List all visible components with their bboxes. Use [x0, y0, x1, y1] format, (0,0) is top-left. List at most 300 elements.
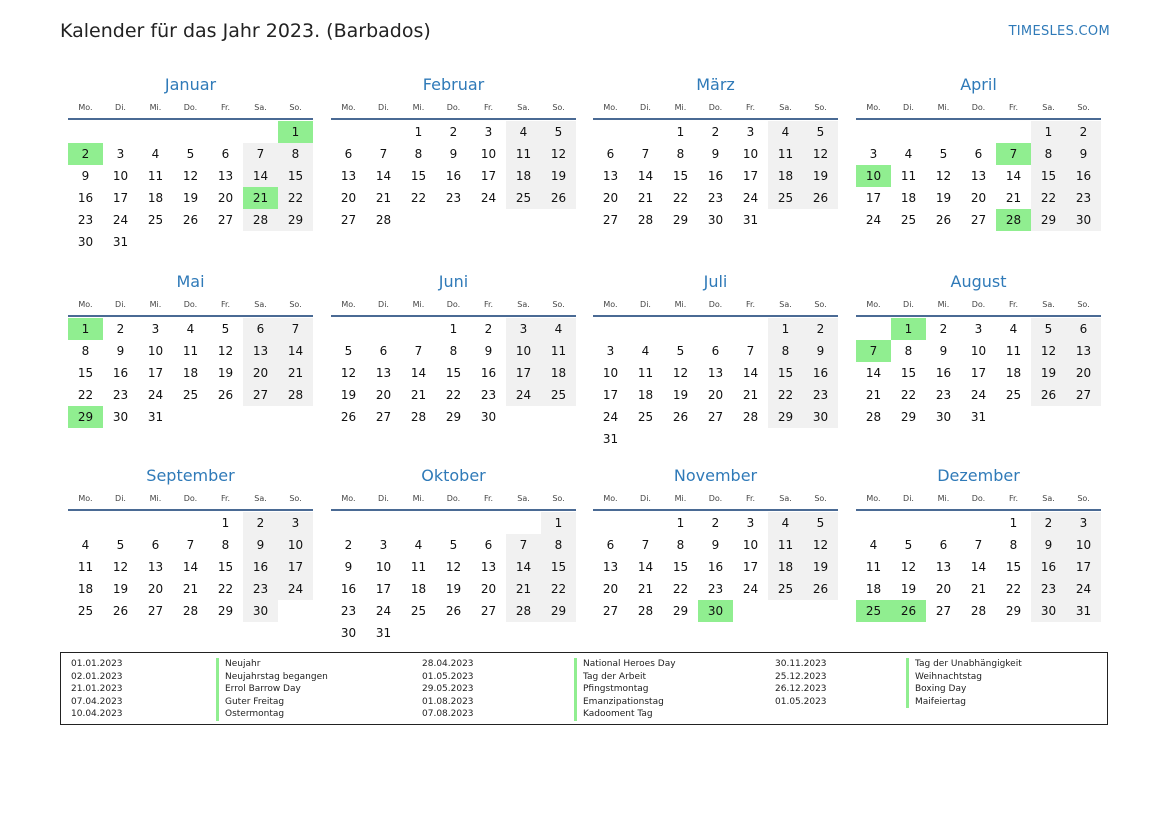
day-cell: 16	[445, 169, 462, 183]
legend-date: 01.08.2023	[422, 696, 474, 707]
day-cell: 27	[147, 604, 164, 618]
weekday-label: So.	[814, 102, 827, 112]
day-cell: 25	[182, 388, 199, 402]
day-cell: 1	[1009, 516, 1018, 530]
day-cell: 16	[112, 366, 129, 380]
day-cell: 5	[803, 512, 838, 534]
day-cell: 21	[637, 582, 654, 596]
empty-day-cell	[733, 428, 768, 450]
weekday-header	[856, 295, 1101, 313]
day-cell: 10	[506, 340, 541, 362]
weekday-label: Sa.	[1042, 102, 1055, 112]
weekday-label: Sa.	[779, 493, 792, 503]
day-cell: 17	[742, 169, 759, 183]
empty-day-cell	[506, 622, 541, 644]
day-cell: 19	[340, 388, 357, 402]
day-cell: 12	[900, 560, 917, 574]
legend-date: 30.11.2023	[775, 659, 827, 669]
month-weeks	[68, 121, 313, 253]
weekday-label: Fr.	[483, 493, 494, 503]
day-cell: 13	[375, 366, 392, 380]
day-cell: 28	[410, 410, 427, 424]
weekday-label: Do.	[446, 299, 461, 309]
weekday-label: Mo.	[866, 299, 881, 309]
day-cell: 6	[1066, 318, 1101, 340]
legend-holiday-name: Guter Freitag	[216, 696, 284, 709]
legend-holiday-name: National Heroes Day	[574, 658, 676, 671]
weekday-label: Di.	[115, 102, 126, 112]
empty-day-cell	[1031, 406, 1066, 428]
week-row	[856, 384, 1101, 406]
week-row	[68, 121, 313, 143]
day-cell: 21	[375, 191, 392, 205]
empty-day-cell	[593, 121, 628, 143]
day-cell: 6	[711, 344, 720, 358]
day-cell: 30	[77, 235, 94, 249]
day-cell: 29	[768, 406, 803, 428]
day-cell: 15	[278, 165, 313, 187]
day-cell: 24	[480, 191, 497, 205]
day-cell: 18	[865, 582, 882, 596]
day-cell: 10	[375, 560, 392, 574]
month-name: August	[950, 272, 1007, 291]
day-cell: 3	[151, 322, 160, 336]
day-cell: 7	[243, 143, 278, 165]
weekday-label: Di.	[640, 493, 651, 503]
day-cell: 2	[1066, 121, 1101, 143]
day-cell: 11	[637, 366, 654, 380]
day-cell: 4	[186, 322, 195, 336]
empty-day-cell	[856, 512, 891, 534]
day-cell: 3	[116, 147, 125, 161]
week-row	[331, 362, 576, 384]
week-row	[593, 121, 838, 143]
day-cell: 27	[1066, 384, 1101, 406]
holiday-day-cell: 1	[891, 318, 926, 340]
day-cell: 28	[637, 604, 654, 618]
day-cell: 10	[278, 534, 313, 556]
day-cell: 14	[637, 169, 654, 183]
week-row	[68, 340, 313, 362]
weekday-label: Mo.	[78, 299, 93, 309]
empty-day-cell	[768, 600, 803, 622]
day-cell: 13	[1066, 340, 1101, 362]
day-cell: 13	[340, 169, 357, 183]
weekday-header	[856, 98, 1101, 116]
day-cell: 9	[81, 169, 90, 183]
week-row	[68, 600, 313, 622]
day-cell: 4	[768, 121, 803, 143]
month-weeks	[856, 121, 1101, 231]
month-divider	[856, 509, 1101, 511]
day-cell: 12	[935, 169, 952, 183]
empty-day-cell	[471, 622, 506, 644]
weekday-label: Di.	[903, 493, 914, 503]
day-cell: 19	[803, 165, 838, 187]
day-cell: 5	[939, 147, 948, 161]
day-cell: 22	[410, 191, 427, 205]
legend-date: 10.04.2023	[71, 709, 123, 719]
day-cell: 23	[243, 578, 278, 600]
day-cell: 27	[480, 604, 497, 618]
day-cell: 10	[112, 169, 129, 183]
day-cell: 21	[182, 582, 199, 596]
empty-day-cell	[506, 512, 541, 534]
day-cell: 24	[865, 213, 882, 227]
day-cell: 9	[1066, 143, 1101, 165]
day-cell: 12	[340, 366, 357, 380]
day-cell: 6	[221, 147, 230, 161]
legend-date: 25.12.2023	[775, 671, 827, 682]
day-cell: 29	[541, 600, 576, 622]
day-cell: 15	[1005, 560, 1022, 574]
day-cell: 30	[243, 600, 278, 622]
day-cell: 20	[243, 362, 278, 384]
day-cell: 22	[1005, 582, 1022, 596]
week-row	[856, 406, 1101, 428]
day-cell: 14	[742, 366, 759, 380]
weekday-label: Do.	[971, 493, 986, 503]
day-cell: 27	[602, 604, 619, 618]
empty-day-cell	[278, 600, 313, 622]
weekday-label: Di.	[640, 102, 651, 112]
day-cell: 6	[974, 147, 983, 161]
week-row	[331, 209, 576, 231]
empty-day-cell	[366, 318, 401, 340]
day-cell: 7	[278, 318, 313, 340]
week-row	[331, 556, 576, 578]
weekday-label: So.	[814, 493, 827, 503]
page-title: Kalender für das Jahr 2023. (Barbados)	[60, 20, 431, 42]
week-row	[68, 406, 313, 428]
day-cell: 4	[81, 538, 90, 552]
day-cell: 1	[221, 516, 230, 530]
day-cell: 22	[672, 191, 689, 205]
week-row	[856, 143, 1101, 165]
empty-day-cell	[243, 406, 278, 428]
day-cell: 31	[375, 626, 392, 640]
empty-day-cell	[593, 512, 628, 534]
day-cell: 9	[449, 147, 458, 161]
empty-day-cell	[541, 209, 576, 231]
week-row	[68, 556, 313, 578]
day-cell: 20	[707, 388, 724, 402]
day-cell: 27	[602, 213, 619, 227]
week-row	[331, 318, 576, 340]
day-cell: 13	[602, 560, 619, 574]
weekday-label: Sa.	[517, 299, 530, 309]
week-row	[856, 534, 1101, 556]
day-cell: 21	[637, 191, 654, 205]
day-cell: 22	[900, 388, 917, 402]
day-cell: 3	[379, 538, 388, 552]
day-cell: 24	[506, 384, 541, 406]
weekday-label: Mi.	[937, 102, 950, 112]
week-row	[593, 143, 838, 165]
day-cell: 5	[541, 121, 576, 143]
week-row	[68, 318, 313, 340]
week-row	[593, 209, 838, 231]
day-cell: 23	[1066, 187, 1101, 209]
day-cell: 26	[340, 410, 357, 424]
day-cell: 30	[340, 626, 357, 640]
week-row	[856, 556, 1101, 578]
weekday-label: Sa.	[1042, 493, 1055, 503]
day-cell: 18	[541, 362, 576, 384]
day-cell: 17	[742, 560, 759, 574]
month-11	[593, 463, 838, 622]
month-weeks	[68, 318, 313, 428]
weekday-label: Do.	[708, 102, 723, 112]
legend-date: 28.04.2023	[422, 659, 474, 669]
month-5	[68, 269, 313, 428]
day-cell: 8	[1009, 538, 1018, 552]
week-row	[331, 121, 576, 143]
holiday-day-cell: 10	[856, 165, 891, 187]
weekday-label: Di.	[378, 102, 389, 112]
day-cell: 14	[410, 366, 427, 380]
day-cell: 8	[414, 147, 423, 161]
day-cell: 29	[1031, 209, 1066, 231]
month-name: Dezember	[937, 466, 1020, 485]
day-cell: 3	[974, 322, 983, 336]
weekday-label: Mi.	[412, 102, 425, 112]
day-cell: 21	[865, 388, 882, 402]
month-name: Januar	[164, 75, 217, 94]
day-cell: 2	[711, 125, 720, 139]
holiday-day-cell: 7	[856, 340, 891, 362]
month-name: März	[696, 75, 735, 94]
month-divider	[593, 315, 838, 317]
weekday-label: Do.	[971, 299, 986, 309]
day-cell: 30	[935, 410, 952, 424]
legend-date: 01.05.2023	[775, 696, 827, 707]
day-cell: 4	[1009, 322, 1018, 336]
week-row	[68, 143, 313, 165]
empty-day-cell	[138, 121, 173, 143]
weekday-label: Mo.	[78, 493, 93, 503]
day-cell: 28	[506, 600, 541, 622]
day-cell: 16	[77, 191, 94, 205]
brand-link[interactable]: TIMESLES.COM	[1008, 24, 1110, 39]
day-cell: 13	[243, 340, 278, 362]
month-name: Juli	[703, 272, 728, 291]
week-row	[593, 428, 838, 450]
day-cell: 17	[278, 556, 313, 578]
day-cell: 7	[974, 538, 983, 552]
weekday-label: Fr.	[745, 299, 756, 309]
holiday-day-cell: 30	[698, 600, 733, 622]
day-cell: 20	[602, 582, 619, 596]
day-cell: 18	[77, 582, 94, 596]
day-cell: 29	[278, 209, 313, 231]
legend-date: 29.05.2023	[422, 684, 474, 694]
week-row	[331, 512, 576, 534]
legend-holiday-name: Tag der Unabhängigkeit	[906, 658, 1022, 671]
weekday-label: Fr.	[483, 102, 494, 112]
day-cell: 7	[506, 534, 541, 556]
month-weeks	[856, 318, 1101, 428]
day-cell: 10	[742, 147, 759, 161]
weekday-label: Sa.	[517, 102, 530, 112]
week-row	[68, 209, 313, 231]
week-row	[856, 578, 1101, 600]
day-cell: 24	[147, 388, 164, 402]
week-row	[68, 165, 313, 187]
empty-day-cell	[366, 121, 401, 143]
weekday-label: Mi.	[674, 102, 687, 112]
day-cell: 5	[344, 344, 353, 358]
day-cell: 18	[1005, 366, 1022, 380]
empty-day-cell	[173, 406, 208, 428]
weekday-header	[331, 489, 576, 507]
day-cell: 30	[707, 213, 724, 227]
weekday-label: Do.	[971, 102, 986, 112]
day-cell: 17	[865, 191, 882, 205]
day-cell: 26	[112, 604, 129, 618]
weekday-label: Di.	[378, 493, 389, 503]
empty-day-cell	[1066, 406, 1101, 428]
month-10	[331, 463, 576, 644]
day-cell: 15	[1031, 165, 1066, 187]
day-cell: 20	[1066, 362, 1101, 384]
day-cell: 5	[803, 121, 838, 143]
day-cell: 2	[803, 318, 838, 340]
weekday-label: Mi.	[149, 299, 162, 309]
day-cell: 30	[112, 410, 129, 424]
day-cell: 8	[904, 344, 913, 358]
day-cell: 23	[707, 191, 724, 205]
day-cell: 2	[243, 512, 278, 534]
empty-day-cell	[768, 428, 803, 450]
day-cell: 21	[970, 582, 987, 596]
legend-holiday-name: Maifeiertag	[906, 696, 966, 709]
empty-day-cell	[331, 318, 366, 340]
day-cell: 25	[637, 410, 654, 424]
day-cell: 24	[970, 388, 987, 402]
month-7	[593, 269, 838, 450]
weekday-label: Fr.	[745, 493, 756, 503]
day-cell: 21	[506, 578, 541, 600]
weekday-label: Mi.	[149, 102, 162, 112]
day-cell: 27	[935, 604, 952, 618]
day-cell: 19	[672, 388, 689, 402]
day-cell: 18	[506, 165, 541, 187]
day-cell: 15	[445, 366, 462, 380]
legend-date: 07.04.2023	[71, 696, 123, 707]
day-cell: 7	[379, 147, 388, 161]
day-cell: 3	[278, 512, 313, 534]
empty-day-cell	[278, 231, 313, 253]
empty-day-cell	[173, 121, 208, 143]
week-row	[856, 340, 1101, 362]
week-row	[856, 600, 1101, 622]
day-cell: 6	[344, 147, 353, 161]
day-cell: 27	[707, 410, 724, 424]
month-name: September	[146, 466, 235, 485]
day-cell: 12	[217, 344, 234, 358]
day-cell: 17	[375, 582, 392, 596]
day-cell: 19	[217, 366, 234, 380]
day-cell: 14	[278, 340, 313, 362]
day-cell: 10	[970, 344, 987, 358]
empty-day-cell	[331, 121, 366, 143]
legend-holiday-name: Kadooment Tag	[574, 708, 653, 721]
day-cell: 18	[182, 366, 199, 380]
day-cell: 14	[1005, 169, 1022, 183]
weekday-label: Mo.	[78, 102, 93, 112]
day-cell: 23	[112, 388, 129, 402]
weekday-label: So.	[552, 102, 565, 112]
weekday-label: Di.	[903, 299, 914, 309]
month-4	[856, 72, 1101, 231]
day-cell: 11	[541, 340, 576, 362]
day-cell: 26	[445, 604, 462, 618]
day-cell: 12	[1031, 340, 1066, 362]
day-cell: 9	[711, 538, 720, 552]
empty-day-cell	[541, 622, 576, 644]
day-cell: 25	[147, 213, 164, 227]
day-cell: 3	[606, 344, 615, 358]
day-cell: 15	[541, 556, 576, 578]
day-cell: 9	[484, 344, 493, 358]
day-cell: 17	[970, 366, 987, 380]
weekday-label: Fr.	[1008, 493, 1019, 503]
day-cell: 20	[340, 191, 357, 205]
day-cell: 20	[480, 582, 497, 596]
empty-day-cell	[926, 121, 961, 143]
weekday-label: Mo.	[603, 493, 618, 503]
weekday-header	[68, 295, 313, 313]
day-cell: 14	[506, 556, 541, 578]
day-cell: 11	[506, 143, 541, 165]
weekday-label: Mo.	[603, 102, 618, 112]
day-cell: 16	[480, 366, 497, 380]
month-name: November	[673, 466, 758, 485]
empty-day-cell	[436, 209, 471, 231]
day-cell: 23	[445, 191, 462, 205]
day-cell: 10	[1066, 534, 1101, 556]
weekday-label: So.	[814, 299, 827, 309]
empty-day-cell	[506, 406, 541, 428]
empty-day-cell	[471, 512, 506, 534]
day-cell: 19	[900, 582, 917, 596]
day-cell: 3	[506, 318, 541, 340]
day-cell: 31	[742, 213, 759, 227]
month-name: April	[960, 75, 997, 94]
month-weeks	[331, 121, 576, 231]
weekday-label: So.	[1077, 102, 1090, 112]
day-cell: 20	[375, 388, 392, 402]
day-cell: 23	[935, 388, 952, 402]
day-cell: 11	[865, 560, 882, 574]
empty-day-cell	[436, 622, 471, 644]
weekday-label: Mo.	[866, 493, 881, 503]
weekday-label: Do.	[183, 102, 198, 112]
day-cell: 11	[900, 169, 917, 183]
weekday-label: Sa.	[779, 102, 792, 112]
weekday-label: Di.	[115, 299, 126, 309]
holiday-day-cell: 26	[891, 600, 926, 622]
day-cell: 11	[768, 143, 803, 165]
day-cell: 28	[243, 209, 278, 231]
day-cell: 23	[707, 582, 724, 596]
day-cell: 14	[970, 560, 987, 574]
day-cell: 28	[970, 604, 987, 618]
weekday-label: So.	[289, 102, 302, 112]
month-divider	[331, 118, 576, 120]
day-cell: 1	[676, 516, 685, 530]
